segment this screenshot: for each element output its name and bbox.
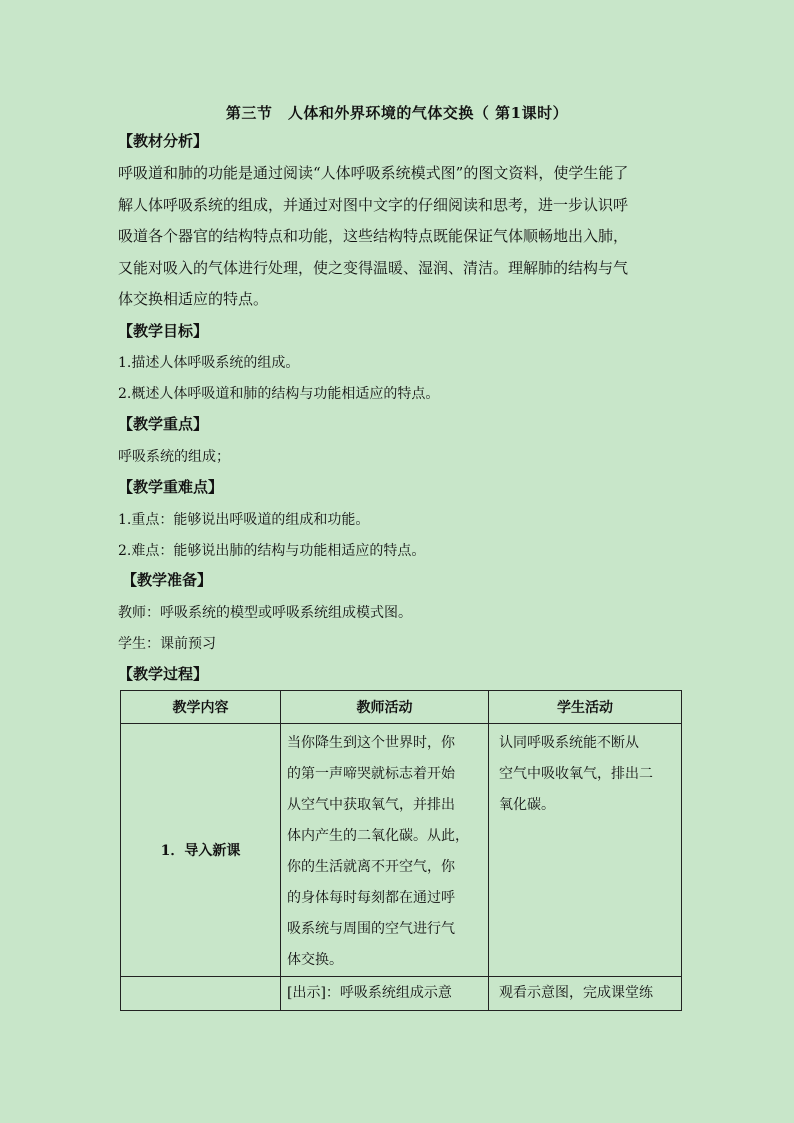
process-heading: 【教学过程】: [118, 665, 209, 683]
teacher-line: 你的生活就离不开空气，你: [287, 859, 455, 875]
table-row: [121, 977, 682, 1011]
prep-item: 教师：呼吸系统的模型或呼吸系统组成模式图。: [118, 605, 412, 621]
goal-item: 2.概述人体呼吸道和肺的结构与功能相适应的特点。: [118, 386, 440, 402]
student-activity-cell: [489, 977, 682, 1011]
difficulty-item: 1.重点：能够说出呼吸道的组成和功能。: [118, 512, 370, 528]
goal-item: 1.描述人体呼吸系统的组成。: [118, 355, 300, 371]
analysis-line: 吸道各个器官的结构特点和功能，这些结构特点既能保证气体顺畅地出入肺，: [118, 227, 629, 245]
teacher-line: 的身体每时每刻都在通过呼: [287, 890, 455, 906]
student-line: 认同呼吸系统能不断从: [499, 735, 639, 751]
teacher-line: 从空气中获取氧气，并排出: [287, 797, 455, 813]
student-activity-cell: [489, 724, 682, 977]
analysis-heading: 【教材分析】: [118, 132, 209, 150]
student-line: 氧化碳。: [499, 797, 555, 813]
teacher-line: 体内产生的二氧化碳。从此，: [287, 828, 469, 844]
document-title: 第三节 人体和外界环境的气体交换（ 第1课时）: [225, 104, 569, 122]
analysis-line: 解人体呼吸系统的组成，并通过对图中文字的仔细阅读和思考，进一步认识呼: [118, 195, 629, 214]
analysis-line: 呼吸道和肺的功能是通过阅读“人体呼吸系统模式图”的图文资料，使学生能了: [118, 164, 629, 182]
row-content-cell: [121, 724, 281, 977]
header-teacher: 教师活动: [281, 691, 489, 724]
table-header-row: [121, 691, 682, 724]
difficulty-item: 2.难点：能够说出肺的结构与功能相适应的特点。: [118, 543, 426, 559]
key-item: 呼吸系统的组成；: [118, 449, 230, 465]
teacher-line: 的第一声啼哭就标志着开始: [287, 766, 455, 782]
process-table: [120, 690, 682, 1011]
student-line: 观看示意图，完成课堂练: [499, 985, 653, 1001]
student-line: 空气中吸收氧气，排出二: [499, 766, 653, 782]
student-activity: [489, 724, 681, 821]
teacher-activity-cell: [281, 724, 489, 977]
header-content: 教学内容: [121, 691, 281, 724]
row-content-cell: [121, 977, 281, 1011]
header-student: 学生活动: [489, 691, 682, 724]
teacher-line: 当你降生到这个世界时，你: [287, 735, 455, 751]
prep-item: 学生：课前预习: [118, 636, 216, 652]
teacher-activity: [281, 724, 488, 976]
analysis-line: 体交换相适应的特点。: [118, 290, 269, 308]
teacher-line: [出示]：呼吸系统组成示意: [287, 985, 452, 1001]
difficulty-heading: 【教学重难点】: [118, 478, 224, 496]
analysis-paragraph: [118, 158, 678, 316]
teacher-activity-cell: [281, 977, 489, 1011]
analysis-line: 又能对吸入的气体进行处理，使之变得温暖、湿润、清洁。理解肺的结构与气: [118, 258, 629, 277]
goals-heading: 【教学目标】: [118, 322, 209, 340]
table-row: [121, 724, 682, 977]
prep-heading: 【教学准备】: [122, 571, 213, 589]
teacher-line: 吸系统与周围的空气进行气: [287, 921, 455, 937]
row-content: 1．导入新课: [160, 843, 241, 859]
teacher-line: 体交换。: [287, 952, 343, 968]
key-heading: 【教学重点】: [118, 415, 209, 433]
